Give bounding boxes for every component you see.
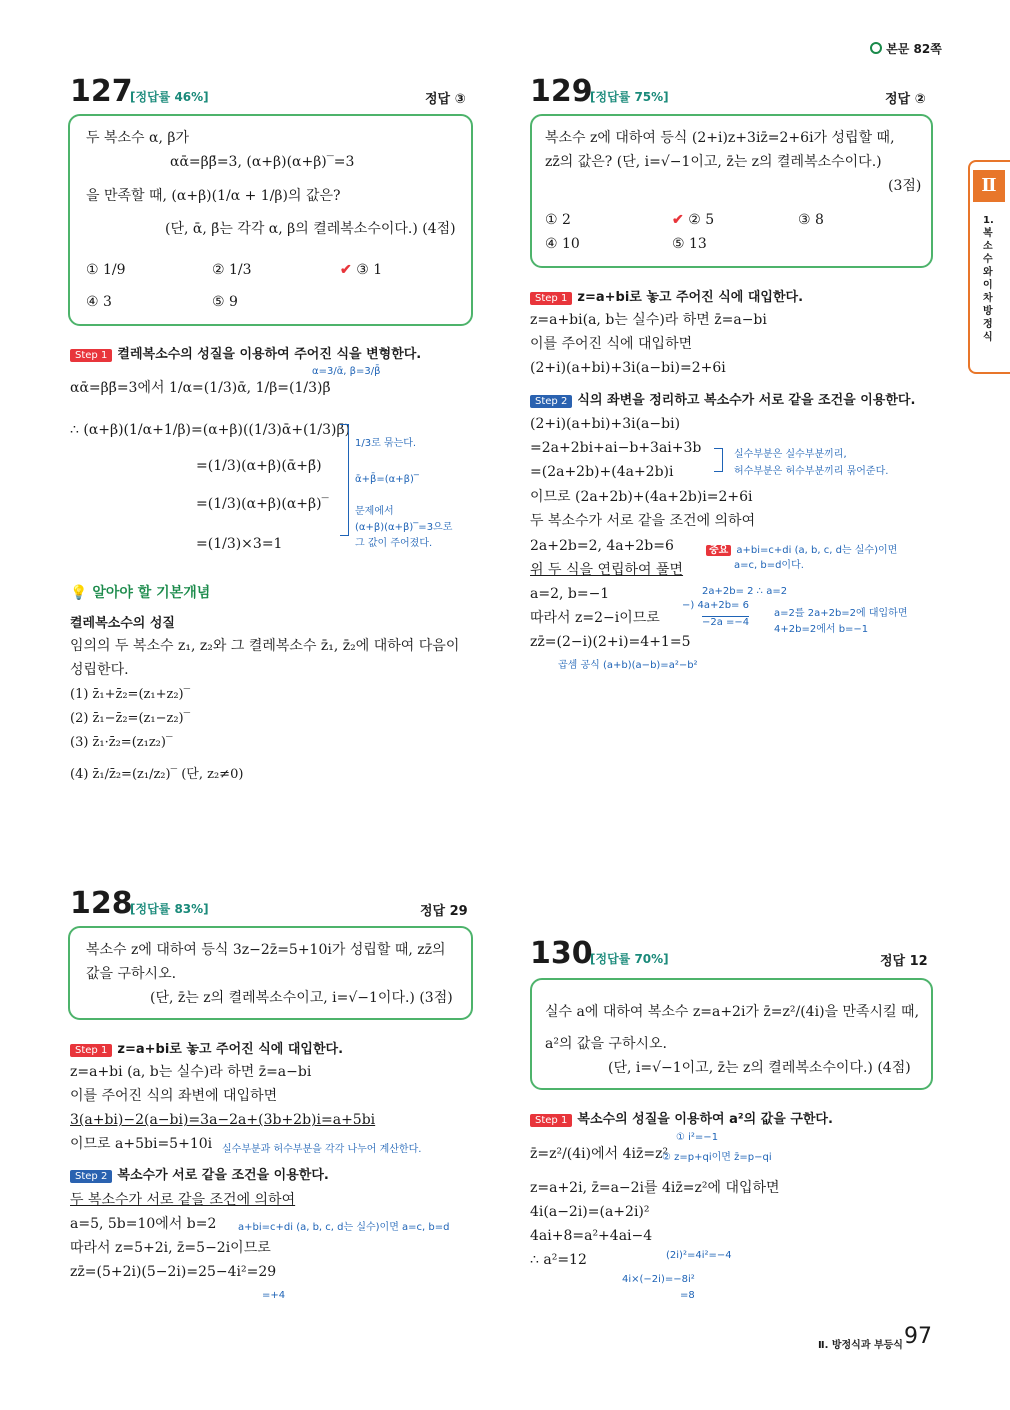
p129-step1: Step 1 z=a+bi로 놓고 주어진 식에 대입한다. xyxy=(530,286,803,305)
problem-128-number: 128 xyxy=(70,886,133,921)
p128-l5: 두 복소수가 서로 같을 조건에 의하여 xyxy=(70,1192,296,1208)
p130-l5-note1: (2i)²=4i²=−4 xyxy=(666,1250,732,1261)
problem-129-number: 129 xyxy=(530,74,593,109)
p129-q2: zz̄의 값은? (단, i=√−1이고, z̄는 z의 켤레복소수이다.) xyxy=(545,154,882,170)
concept-prop-3: (3) z̄₁·z̄₂=(z₁z₂)‾ xyxy=(70,735,173,750)
p130-l2: z=a+2i, z̄=a−2i를 4iz̄=z²에 대입하면 xyxy=(530,1180,780,1196)
p129-l5-note2: 허수부분은 허수부분끼리 묶어준다. xyxy=(734,466,889,477)
concept-body-1: 임의의 두 복소수 z₁, z₂와 그 켤레복소수 z̄₁, z̄₂에 대하여 다음이 xyxy=(70,638,460,654)
concept-prop-2: (2) z̄₁−z̄₂=(z₁−z₂)‾ xyxy=(70,711,191,726)
p130-l5: ∴ a²=12 xyxy=(530,1252,587,1268)
concept-prop-1: (1) z̄₁+z̄₂=(z₁+z₂)‾ xyxy=(70,687,191,702)
p129-l2: 이를 주어진 식에 대입하면 xyxy=(530,336,693,352)
p128-l7: 따라서 z=5+2i, z̄=5−2i이므로 xyxy=(70,1240,271,1256)
p129-l5-note1: 실수부분은 실수부분끼리, xyxy=(734,449,847,460)
p128-l8-note: =+4 xyxy=(262,1290,286,1301)
p130-l5-note3: =8 xyxy=(680,1290,695,1301)
p127-s1-note: α=3/ᾱ, β=3/β̄ xyxy=(312,366,381,377)
p129-calc-note1: a=2를 2a+2b=2에 대입하면 xyxy=(774,608,908,619)
lightbulb-icon: 💡 xyxy=(70,585,88,601)
problem-130-rate: [정답률 70%] xyxy=(590,952,669,966)
p129-l8: 두 복소수가 서로 같을 조건에 의하여 xyxy=(530,513,756,529)
p129-l10: 위 두 식을 연립하여 풀면 xyxy=(530,562,684,578)
concept-prop-4: (4) z̄₁/z̄₂=(z₁/z₂)‾ (단, z₂≠0) xyxy=(70,767,244,782)
p127-choice-1[interactable]: ① 1/9 xyxy=(86,262,126,278)
p129-l11: a=2, b=−1 xyxy=(530,586,610,602)
p129-l13-note: 곱셈 공식 (a+b)(a−b)=a²−b² xyxy=(558,660,698,671)
p129-calc3: −2a =−4 xyxy=(702,617,750,628)
check-mark-icon: ✔ xyxy=(672,212,684,228)
p127-s4-note1: 문제에서 xyxy=(355,506,394,517)
p127-choice-4[interactable]: ④ 3 xyxy=(86,294,112,310)
chapter-side-tab xyxy=(968,160,1010,374)
p129-calc2: −) 4a+2b= 6 xyxy=(682,600,749,611)
problem-128-answer: 정답 29 xyxy=(420,904,468,919)
p127-s4-note3: 그 값이 주어졌다. xyxy=(355,538,433,549)
p129-l6: =(2a+2b)+(4a+2b)i xyxy=(530,464,674,480)
p129-l7: 이므로 (2a+2b)+(4a+2b)i=2+6i xyxy=(530,489,753,505)
p129-l9: 2a+2b=2, 4a+2b=6 xyxy=(530,538,674,554)
p129-l4: (2+i)(a+bi)+3i(a−bi) xyxy=(530,416,681,432)
problem-127-answer: 정답 ③ xyxy=(425,92,466,107)
p128-l4: 이므로 a+5bi=5+10i xyxy=(70,1136,213,1152)
p130-l3: 4i(a−2i)=(a+2i)² xyxy=(530,1204,650,1220)
p130-q3: (단, i=√−1이고, z̄는 z의 켤레복소수이다.) (4점) xyxy=(608,1060,911,1076)
p127-s3: =(1/3)(α+β)(ᾱ+β̄) xyxy=(196,458,322,474)
p129-q3: (3점) xyxy=(888,178,922,194)
p130-l5-note2: 4i×(−2i)=−8i² xyxy=(622,1274,695,1285)
problem-129-answer: 정답 ② xyxy=(885,92,926,107)
chapter-title: 1. 복소수와 이차방정식 xyxy=(983,215,994,343)
p127-q2: αᾱ=ββ̄=3, (α+β)(α+β)‾=3 xyxy=(170,154,355,170)
check-mark-icon: ✔ xyxy=(340,262,352,278)
p128-l8: zz̄=(5+2i)(5−2i)=25−4i²=29 xyxy=(70,1264,277,1280)
p130-l4: 4ai+8=a²+4ai−4 xyxy=(530,1228,653,1244)
p129-l1: z=a+bi(a, b는 실수)라 하면 z̄=a−bi xyxy=(530,312,767,328)
p129-l9-note2: a=c, b=d이다. xyxy=(734,560,804,571)
p127-s2-note: 1/3로 묶는다. xyxy=(355,438,417,449)
p130-step1: Step 1 복소수의 성질을 이용하여 a²의 값을 구한다. xyxy=(530,1108,833,1127)
p127-s4-note2: (α+β)(α+β)‾=3으로 xyxy=(355,522,453,533)
p130-q2: a²의 값을 구하시오. xyxy=(545,1036,667,1052)
p129-l9-note: 중요 a+bi=c+di (a, b, c, d는 실수)이면 xyxy=(706,538,897,557)
p128-step1: Step 1 z=a+bi로 놓고 주어진 식에 대입한다. xyxy=(70,1038,343,1057)
p129-calc-note2: 4+2b=2에서 b=−1 xyxy=(774,624,869,635)
concept-title: 💡 알아야 할 기본개념 xyxy=(70,585,211,601)
p127-q1: 두 복소수 α, β가 xyxy=(86,130,189,146)
p129-step2: Step 2 식의 좌변을 정리하고 복소수가 서로 같을 조건을 이용한다. xyxy=(530,389,915,408)
p129-choice-5[interactable]: ⑤ 13 xyxy=(672,236,707,252)
p128-l6: a=5, 5b=10에서 b=2 xyxy=(70,1216,217,1232)
footer-section: Ⅱ. 방정식과 부등식 xyxy=(818,1340,903,1351)
p129-choice-2[interactable]: ✔ ② 5 xyxy=(672,212,715,228)
p130-l1-note1: ① i²=−1 xyxy=(676,1132,719,1143)
p130-l1: z̄=z²/(4i)에서 4iz̄=z² xyxy=(530,1146,669,1162)
problem-127-rate: [정답률 46%] xyxy=(130,90,209,104)
p127-s5: =(1/3)×3=1 xyxy=(196,536,283,552)
p127-choice-3[interactable]: ✔ ③ 1 xyxy=(340,262,383,278)
problem-129-rate: [정답률 75%] xyxy=(590,90,669,104)
problem-130-answer: 정답 12 xyxy=(880,954,928,969)
p129-l5: =2a+2bi+ai−b+3ai+3b xyxy=(530,440,702,456)
problem-130-number: 130 xyxy=(530,936,593,971)
p130-q1: 실수 a에 대하여 복소수 z=a+2i가 z̄=z²/(4i)을 만족시킬 때, xyxy=(545,1004,920,1020)
p127-q4: (단, ᾱ, β̄는 각각 α, β의 켤레복소수이다.) (4점) xyxy=(165,221,456,237)
p129-choice-4[interactable]: ④ 10 xyxy=(545,236,580,252)
p128-step2: Step 2 복소수가 서로 같을 조건을 이용한다. xyxy=(70,1164,329,1183)
problem-127-number: 127 xyxy=(70,74,133,109)
concept-subtitle: 켤레복소수의 성질 xyxy=(70,616,175,631)
p128-l3: 3(a+bi)−2(a−bi)=3a−2a+(3b+2b)i=a+5bi xyxy=(70,1112,376,1128)
page-reference: 본문 82쪽 xyxy=(870,40,942,57)
p128-q3: (단, z̄는 z의 켤레복소수이고, i=√−1이다.) (3점) xyxy=(150,990,453,1006)
p127-choice-2[interactable]: ② 1/3 xyxy=(212,262,252,278)
circle-icon xyxy=(870,42,882,54)
p129-bracket xyxy=(714,448,723,472)
p129-calc1: 2a+2b= 2 ∴ a=2 xyxy=(702,586,788,597)
p128-l4-note: 실수부분과 허수부분을 각각 나누어 계산한다. xyxy=(222,1144,422,1155)
p127-s1: αᾱ=ββ̄=3에서 1/α=(1/3)ᾱ, 1/β=(1/3)β̄ xyxy=(70,380,331,396)
p127-s3-note: ᾱ+β̄=(α+β)‾ xyxy=(355,474,419,485)
problem-128-rate: [정답률 83%] xyxy=(130,902,209,916)
page-number: 97 xyxy=(904,1324,932,1349)
chapter-roman: Ⅱ xyxy=(973,170,1005,202)
p129-choice-3[interactable]: ③ 8 xyxy=(798,212,824,228)
p127-q3: 을 만족할 때, (α+β)(1/α + 1/β)의 값은? xyxy=(86,188,341,204)
p129-choice-1[interactable]: ① 2 xyxy=(545,212,571,228)
p129-l3: (2+i)(a+bi)+3i(a−bi)=2+6i xyxy=(530,360,726,376)
p130-l1-note2: ② z=p+qi이면 z̄=p−qi xyxy=(662,1152,772,1163)
p129-l13: zz̄=(2−i)(2+i)=4+1=5 xyxy=(530,634,691,650)
p128-l1: z=a+bi (a, b는 실수)라 하면 z̄=a−bi xyxy=(70,1064,312,1080)
concept-body-2: 성립한다. xyxy=(70,662,129,678)
p128-l6-note: a+bi=c+di (a, b, c, d는 실수)이면 a=c, b=d xyxy=(238,1222,450,1233)
p128-q2: 값을 구하시오. xyxy=(86,966,177,982)
p129-q1: 복소수 z에 대하여 등식 (2+i)z+3iz̄=2+6i가 성립할 때, xyxy=(545,130,895,146)
p127-s4: =(1/3)(α+β)(α+β)‾ xyxy=(196,496,329,512)
p129-l12: 따라서 z=2−i이므로 xyxy=(530,610,660,626)
p127-step1: Step 1 켤레복소수의 성질을 이용하여 주어진 식을 변형한다. xyxy=(70,343,421,362)
p128-l2: 이를 주어진 식의 좌변에 대입하면 xyxy=(70,1088,278,1104)
p127-s2: ∴ (α+β)(1/α+1/β)=(α+β)((1/3)ᾱ+(1/3)β̄) xyxy=(70,422,351,438)
p128-q1: 복소수 z에 대하여 등식 3z−2z̄=5+10i가 성립할 때, zz̄의 xyxy=(86,942,446,958)
p127-bracket xyxy=(340,424,349,536)
p127-choice-5[interactable]: ⑤ 9 xyxy=(212,294,238,310)
